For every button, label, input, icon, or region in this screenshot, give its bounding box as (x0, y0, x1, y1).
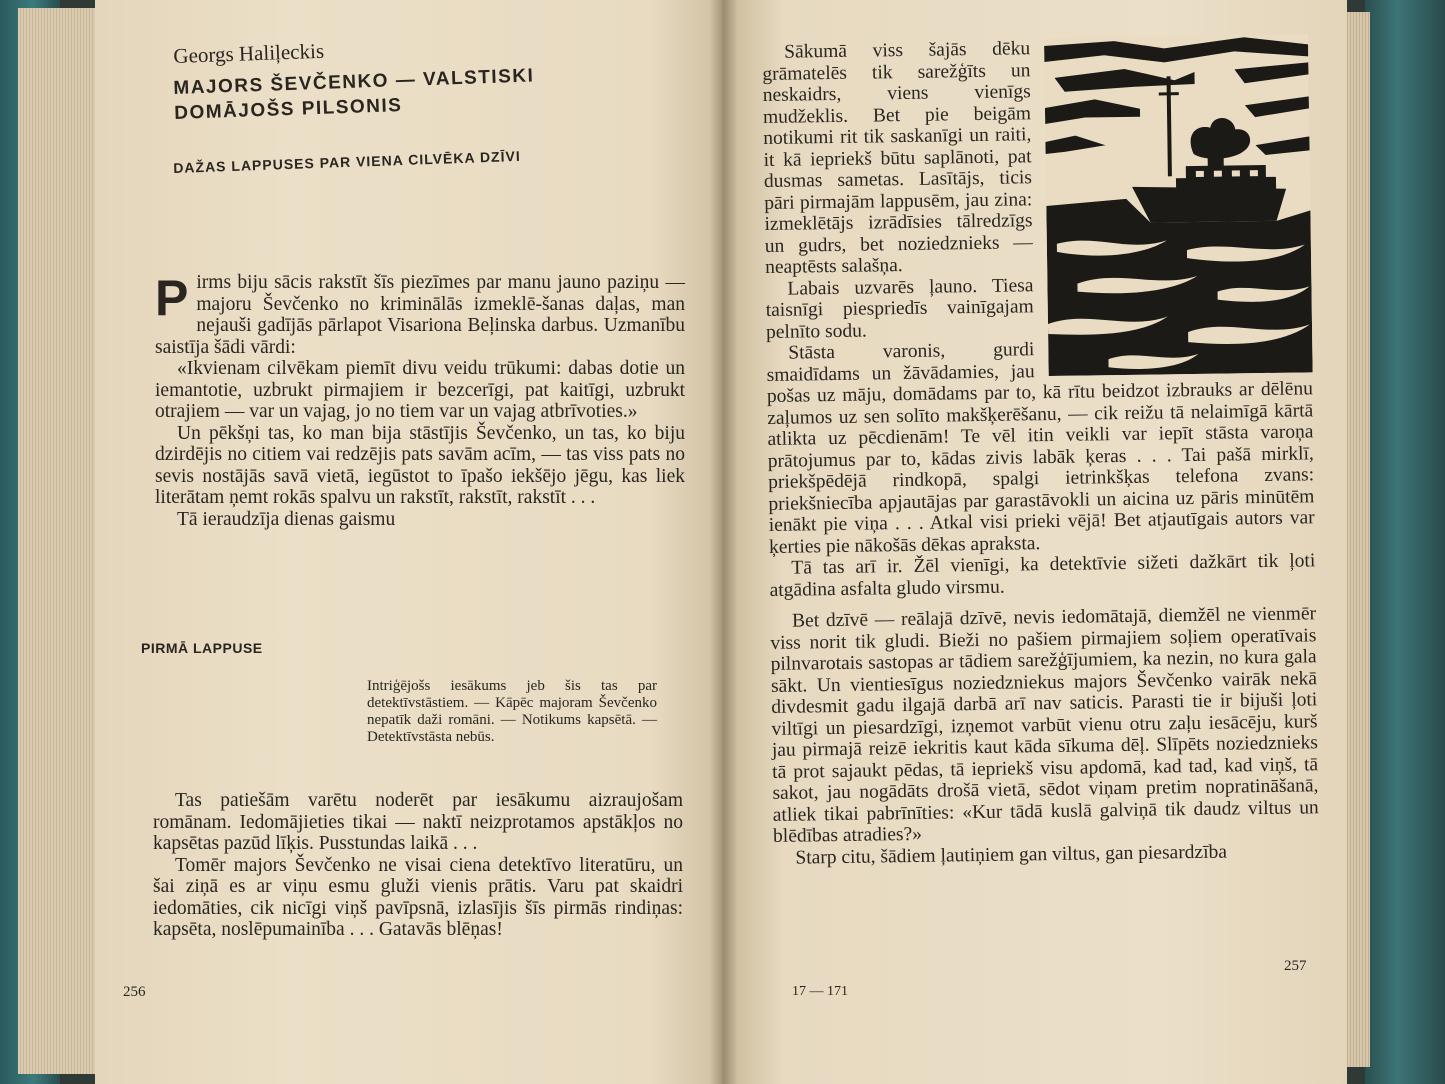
paragraph: Un pēkšņi tas, ko man bija stāstījis Ševčenko, un tas, ko biju dzirdējis no citiem vai redzējis pats savām acīm, — tas viss pats no sevis nostājās savā vietā, iegūstot to īpašo iekšējo jēgu, kas liek literātam ņemt rokās spalvu un rakstīt, rakstīt, rakstīt . . . (155, 422, 685, 508)
printer-signature: 17 — 171 (792, 984, 848, 999)
section-summary: Intriģējošs iesākums jeb šis tas par detektīvstāstiem. — Kāpēc majoram Ševčenko nepatīk daži romāni. — Notikums kapsētā. — Detektīvstāsta nebūs. (367, 678, 657, 745)
right-page-text (762, 34, 1319, 869)
chapter-title (173, 63, 536, 126)
paragraph: Bet dzīvē — reālajā dzīvē, nevis iedomātajā, diemžēl ne vienmēr viss norit tik gludi. Bieži no pašiem pirmajiem soļiem operatīvais pilnvarotais sastopas ar tādiem sarežģījumiem, ka nezin, no kura gala sākt. Un vientiesīgus noziedzniekus majors Ševčenko vairāk nekā divdesmit gadu ilgajā darbā arī nav saticis. Parasti tie ir bijuši ļoti viltīgi un piesardzīgi, izņemot varbūt vienu otru zaļu iesācēju, kurš jau pirmajā reizē iekritis kaut kāda sīkuma dēļ. Slīpēts noziedznieks tā prot sajaukt pēdas, tā iepriekš visu apdomā, kad tad, kad viņš, tā sakot, jau nogādāts drošā vietā, sēdot viņam pretim nopratināšanā, atliek tikai pabrīnīties: «Kur tādā kuslā galviņā tik daudz viltus un blēdības atradies?» (770, 603, 1319, 847)
intro-paragraph: irms biju sācis rakstīt šīs piezīmes par manu jauno paziņu — majoru Ševčenko no kriminālās izmeklē-šanas daļas, man nejauši gadījās pārlapot Visariona Beļinska darbus. Uzmanību saistīja šādi vārdi: (155, 272, 685, 358)
right-page (722, 0, 1347, 1084)
quote-paragraph: «Ikvienam cilvēkam piemīt divu veidu trūkumi: dabas dotie un iemantotie, uzbrukt pirmajiem ir bezcerīgi, pat kaitīgi, uzbrukt otrajiem — var un vajag, jo no tiem var un vajag atbrīvoties.» (155, 358, 685, 422)
author-name: Georgs Haliļeckis (173, 38, 325, 68)
steamship-woodcut-icon (1044, 34, 1313, 376)
chapter-subtitle: DAŽAS LAPPUSES PAR VIENA CILVĒKA DZĪVI (173, 147, 521, 176)
intro-text (155, 272, 685, 530)
drop-cap: P (155, 270, 189, 326)
paragraph: Tā tas arī ir. Žēl vienīgi, ka detektīvie sižeti dažkārt tik ļoti atgādina asfalta gludo virsmu. (769, 550, 1316, 601)
paragraph: Stāsta varonis, gurdi smaidīdams un žāvādamies, jau pošas uz māju, domādams par to, kā rītu beidzot izbrauks ar dēlēnu zaļumos uz sen solīto makšķerēšanu, — cik reižu tā nelaimīgā kārtā atlikta uz pēcdienām! Te vēl itin veikli var iepīt stāsta varoņa prātojumus par to, kādas zivis labāk ķeras . . . Tai pašā mirklī, priekšpēdējā rindkopā, spalgi ietrinkšķas telefona zvans: priekšniecība apjautājas par garastāvokli un aicina uz pāris minūtēm ienākt pie viņa . . . Atkal visi prieki vējā! Bet atjautīgais autors var ķerties pie nākošās dēkas apraksta. (766, 339, 1315, 558)
paragraph: Tomēr majors Ševčenko ne visai ciena detektīvo literatūru, un šai ziņā es ar viņu esmu gluži vienis prātis. Varu pat skaidri iedomāties, cik nicīgi viņš pavīpsnā, izlasījis šīs pirmās rindiņas: kapsēta, noslēpumainība . . . Gatavās blēņas! (153, 854, 683, 940)
paragraph: Tas patiešām varētu noderēt par iesākumu aizraujošam romānam. Iedomājieties tikai — naktī neizprotamos apstākļos no kapsētas pazūd līķis. Pusstundas laikā . . . (153, 790, 683, 854)
section-text (153, 790, 683, 941)
chapter-title-line1: MAJORS ŠEVČENKO — VALSTISKI (173, 65, 535, 99)
book-cover-right (1365, 0, 1445, 1084)
paragraph: Labais uzvarēs ļauno. Tiesa taisnīgi piespriedīs vainīgajam pelnīto sodu. (765, 274, 1034, 343)
chapter-title-line2: DOMĀJOŠS PILSONIS (173, 95, 403, 124)
paragraph: Sākumā viss šajās dēku grāmatelēs tik sarežģīts un neskaidrs, viens vienīgs mudžeklis. Bet pie beigām notikumi rit tik saskanīgi un raiti, it kā iepriekš būtu saplānoti, pat dusmas sametas. Lasītājs, ticis pāri pirmajām lappusēm, jau zina: izmeklētājs izrādīsies tālredzīgs un gudrs, bet noziedznieks — neaptēsts salašņa. (762, 38, 1033, 278)
page-number-right: 257 (1284, 958, 1307, 974)
book-gutter (710, 0, 738, 1084)
page-number-left: 256 (123, 984, 146, 1000)
left-page (95, 0, 727, 1084)
paragraph: Starp citu, šādiem ļautiņiem gan viltus, gan piesardzība (795, 841, 1228, 869)
section-title: PIRMĀ LAPPUSE (141, 640, 263, 656)
paragraph: Tā ieraudzīja dienas gaismu (177, 508, 396, 530)
